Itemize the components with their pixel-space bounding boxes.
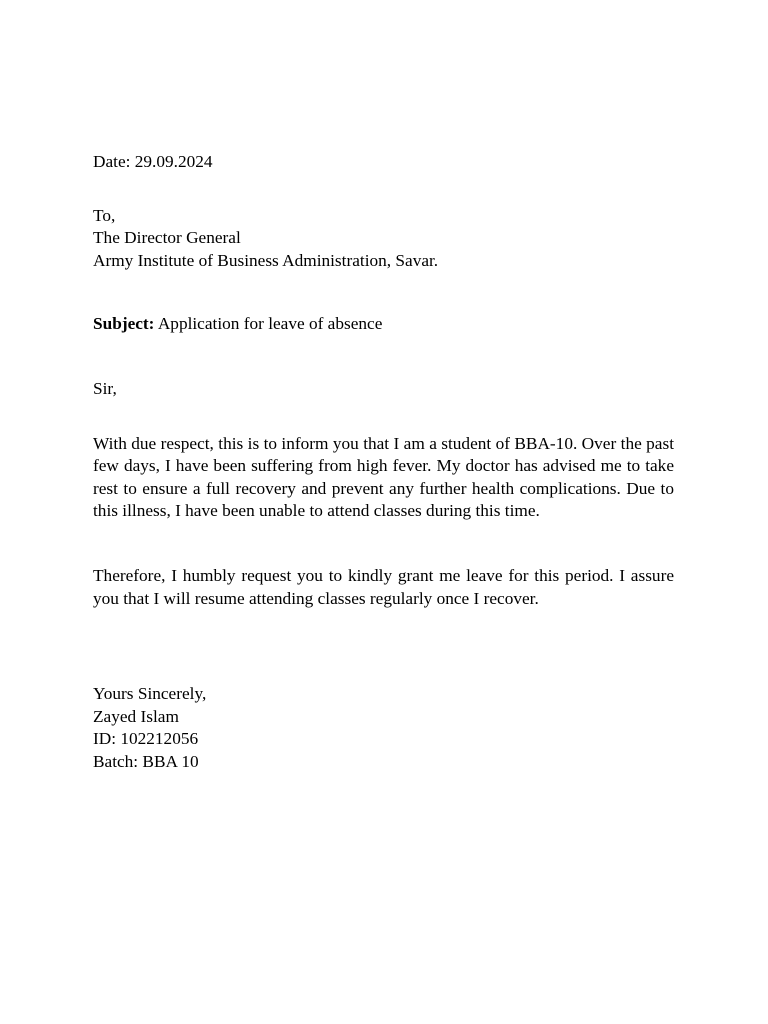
signer-id: ID: 102212056 — [93, 729, 199, 749]
subject-line — [93, 313, 674, 336]
letter-page — [93, 151, 674, 774]
subject-label: Subject: — [93, 314, 155, 334]
recipient-to: To, — [93, 205, 116, 225]
letter-date: Date: 29.09.2024 — [93, 152, 213, 171]
closing-block — [93, 683, 674, 773]
body-paragraph-1: With due respect, this is to inform you that I am a student of BBA-10. Over the past few days, I have been suffering from high fever. My doctor has advised me to take rest to ensure a full recovery and prevent any further health complications. Due to this illness, I have been unable to attend classes during this time. — [93, 433, 674, 521]
recipient-block — [93, 205, 674, 273]
sign-off: Yours Sincerely, — [93, 684, 207, 704]
subject-text: Application for leave of absence — [154, 314, 383, 334]
signer-name: Zayed Islam — [93, 706, 179, 726]
salutation: Sir, — [93, 378, 117, 398]
recipient-institution: Army Institute of Business Administration, Savar. — [93, 250, 439, 270]
body-paragraph-2: Therefore, I humbly request you to kindly grant me leave for this period. I assure you that I will resume attending classes regularly once I recover. — [93, 565, 674, 608]
signer-batch: Batch: BBA 10 — [93, 751, 199, 771]
recipient-title: The Director General — [93, 228, 241, 248]
